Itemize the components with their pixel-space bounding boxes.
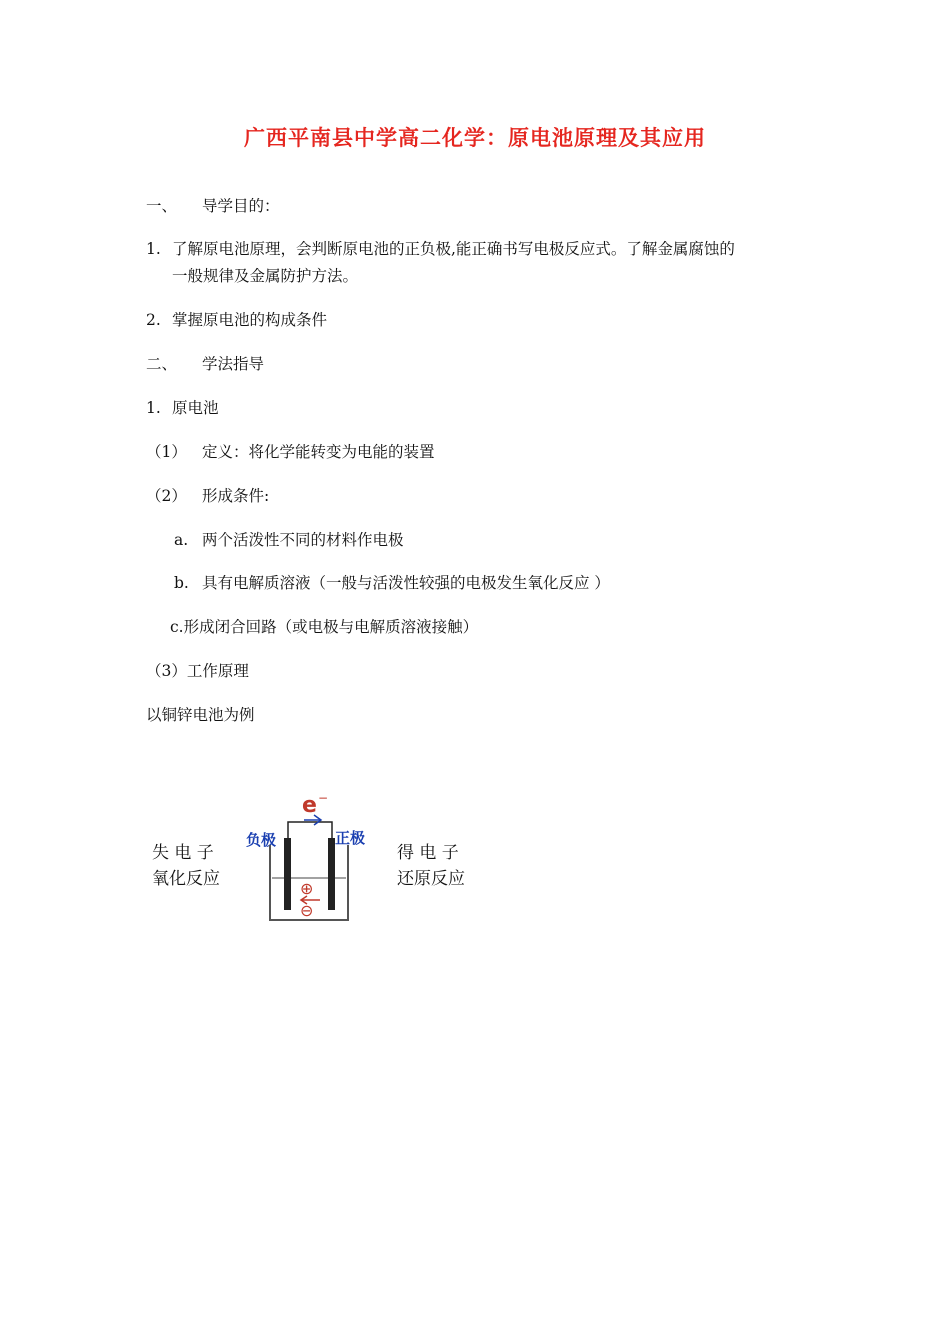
def-number: （1）: [146, 443, 187, 461]
section1-number: 一、: [146, 197, 178, 215]
left-label-lose-electrons: 失 电 子: [152, 843, 214, 863]
item1-number: 1.: [146, 240, 161, 258]
cond-a-number: a.: [174, 531, 189, 549]
external-wire: [288, 822, 332, 865]
cond-c-text: c.形成闭合回路（或电极与电解质溶液接触）: [170, 618, 479, 636]
left-label-oxidation: 氧化反应: [152, 869, 220, 889]
cond-b-text: 具有电解质溶液（一般与活泼性较强的电极发生氧化反应 ）: [202, 574, 610, 592]
right-label-reduction: 还原反应: [397, 869, 465, 889]
section2-heading: 学法指导: [202, 355, 265, 373]
galvanic-cell-diagram: [240, 790, 380, 925]
cation-symbol: ⊕: [300, 879, 314, 898]
positive-electrode-label: 正极: [335, 829, 366, 847]
page-title: 广西平南县中学高二化学：原电池原理及其应用: [244, 125, 706, 150]
anion-symbol: ⊖: [300, 901, 314, 920]
example-text: 以铜锌电池为例: [146, 706, 255, 724]
copper-electrode: [328, 838, 335, 910]
cond-text: 形成条件:: [202, 487, 270, 505]
item1-line1: 了解原电池原理，会判断原电池的正负极,能正确书写电极反应式。了解金属腐蚀的: [172, 240, 735, 258]
item1-line2: 一般规律及金属防护方法。: [172, 267, 359, 285]
sub1-text: 原电池: [172, 399, 219, 417]
work-heading: （3）工作原理: [146, 662, 249, 680]
item2-number: 2.: [146, 311, 161, 329]
sub1-number: 1.: [146, 399, 161, 417]
electron-superscript: −: [318, 791, 329, 805]
negative-electrode-label: 负极: [246, 831, 277, 849]
section1-heading: 导学目的：: [202, 197, 280, 215]
cond-number: （2）: [146, 487, 187, 505]
section2-number: 二、: [146, 355, 178, 373]
item2-text: 掌握原电池的构成条件: [172, 311, 328, 329]
zinc-electrode: [284, 838, 291, 910]
cond-a-text: 两个活泼性不同的材料作电极: [202, 531, 404, 549]
electron-symbol: e: [302, 793, 317, 818]
def-text: 定义：将化学能转变为电能的装置: [202, 443, 435, 461]
right-label-gain-electrons: 得 电 子: [397, 843, 459, 863]
cond-b-number: b.: [174, 574, 189, 592]
